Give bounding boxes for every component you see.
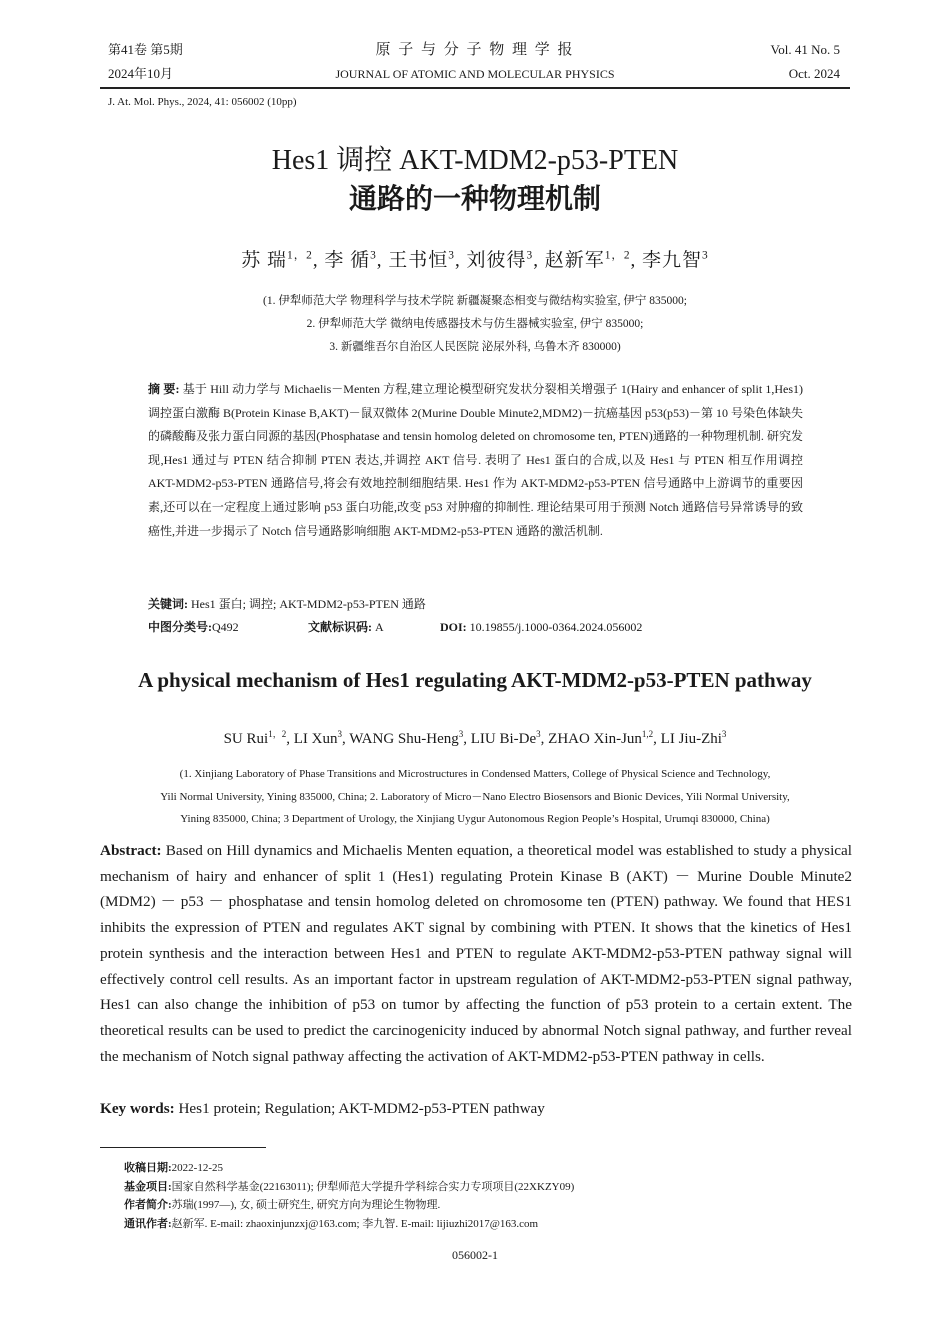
footnote-received: 收稿日期:2022-12-25 xyxy=(124,1162,223,1174)
author-en: WANG Shu-Heng$^3$ xyxy=(349,729,464,747)
affiliations-en xyxy=(100,763,850,831)
author-en: LIU Bi-De$^3$ xyxy=(470,729,541,747)
journal-title-cn: 原 子 与 分 子 物 理 学 报 xyxy=(375,42,575,58)
keywords-cn: 关键词: Hes1 蛋白; 调控; AKT-MDM2-p53-PTEN 通路 xyxy=(148,597,426,611)
date-en: Oct. 2024 xyxy=(788,66,840,81)
author-cn: 王书恒$^3$ xyxy=(388,249,455,271)
author-cn: 赵新军$^{1,2}$ xyxy=(544,249,631,271)
affiliation-cn-1: (1. 伊犁师范大学 物理科学与技术学院 新疆凝聚态相变与微结构实验室, 伊宁 835000; xyxy=(263,295,687,307)
volume-issue-en: Vol. 41 No. 5 xyxy=(770,42,840,57)
affiliation-en-2: Yili Normal University, Yining 835000, China; 2. Laboratory of Micro－Nano Electro Biosensors and Bionic Devices, Yili Normal University, xyxy=(160,790,790,803)
title-cn-line2: 通路的一种物理机制 xyxy=(348,184,601,215)
footnote-rule xyxy=(100,1147,266,1148)
author-en: LI Jiu-Zhi$^3$ xyxy=(660,729,727,747)
author-cn: 苏 瑞$^{1,2}$ xyxy=(241,249,313,271)
author-en: LI Xun$^3$ xyxy=(293,729,342,747)
footnote-funding: 基金项目:国家自然科学基金(22163011); 伊犁师范大学提升学科综合实力专项项目(22XKZY09) xyxy=(124,1180,575,1193)
authors-en: SU Rui$^{1,2}$, LI Xun$^3$, WANG Shu-Heng$^3$, LIU Bi-De$^3$, ZHAO Xin-Jun$^{1,2}$, LI Jiu-Zhi$^3$ xyxy=(223,729,727,747)
clc-number: 中图分类号:Q492 xyxy=(148,620,239,634)
footnote-author-bio: 作者简介:苏瑞(1997—), 女, 硕士研究生, 研究方向为理论生物物理. xyxy=(124,1199,441,1211)
abstract-en-label: Abstract: xyxy=(100,842,162,859)
author-en: SU Rui$^{1,2}$ xyxy=(223,729,287,747)
author-cn: 李 循$^3$ xyxy=(324,249,377,271)
title-en: A physical mechanism of Hes1 regulating AKT-MDM2-p53-PTEN pathway xyxy=(138,668,812,692)
affiliation-en-1: (1. Xinjiang Laboratory of Phase Transitions and Microstructures in Condensed Matters, College of Physical Science and Technology, xyxy=(179,768,771,780)
author-cn: 刘彼得$^3$ xyxy=(466,249,534,271)
citation: J. At. Mol. Phys., 2024, 41: 056002 (10pp) xyxy=(108,96,297,108)
header-rule xyxy=(100,87,850,89)
author-en: ZHAO Xin-Jun$^{1,2}$ xyxy=(548,729,654,747)
page-number: 056002-1 xyxy=(452,1248,498,1262)
author-cn: 李九智$^3$ xyxy=(642,249,709,271)
abstract-cn xyxy=(148,378,803,543)
abstract-cn-text: 基于 Hill 动力学与 Michaelis－Menten 方程,建立理论模型研究发状分裂相关增强子 1(Hairy and enhancer of split 1,Hes1)调控蛋白激酶 B(Protein Kinase B,AKT)－鼠双微体 2(Murine Double Minute2,MDM2)－抗癌基因 p53(p53)－第 10 号染色体缺失的磷酸酶及张力蛋白同源的基因(Phosphatase and tensin homolog deleted on chromosome ten, PTEN)通路的一种物理机制. 研究发现,Hes1 通过与 PTEN 结合抑制 PTEN 表达,并调控 AKT 信号. 表明了 Hes1 蛋白的合成,以及 Hes1 与 PTEN 相互作用调控 AKT-MDM2-p53-PTEN 通路信号,将会有效地控制细胞结果. Hes1 作为 AKT-MDM2-p53-PTEN 信号通路中上游调节的重要因素,还可以在一定程度上通过影响 p53 蛋白功能,改变 p53 对肿瘤的抑制性. 理论结果可用于预测 Notch 通路信号异常诱导的致癌性,并进一步揭示了 Notch 信号通路影响细胞 AKT-MDM2-p53-PTEN 通路的激活机制. xyxy=(148,382,804,538)
keywords-en: Key words: Hes1 protein; Regulation; AKT-MDM2-p53-PTEN pathway xyxy=(100,1100,545,1117)
affiliation-en-3: Yining 835000, China; 3 Department of Urology, the Xinjiang Uygur Autonomous Region People’s Hospital, Urumqi 830000, China) xyxy=(180,813,770,825)
title-cn-line1: Hes1 调控 AKT-MDM2-p53-PTEN xyxy=(271,145,679,176)
affiliation-cn-3: 3. 新疆维吾尔自治区人民医院 泌尿外科, 乌鲁木齐 830000) xyxy=(329,341,621,353)
authors-cn: 苏 瑞$^{1,2}$, 李 循$^3$, 王书恒$^3$, 刘彼得$^3$, 赵新军$^{1,2}$, 李九智$^3$ xyxy=(241,249,709,271)
footnotes xyxy=(124,1159,824,1233)
date-cn: 2024年10月 xyxy=(108,66,174,81)
footnote-corresponding: 通讯作者:赵新军. E-mail: zhaoxinjunzxj@163.com; 李九智. E-mail: lijiuzhi2017@163.com xyxy=(124,1217,539,1230)
document-code: 文献标识码: A xyxy=(308,620,384,634)
doi: DOI: 10.19855/j.1000-0364.2024.056002 xyxy=(440,620,643,634)
abstract-cn-label: 摘 要: xyxy=(148,382,180,396)
affiliation-cn-2: 2. 伊犁师范大学 微纳电传感器技术与仿生器械实验室, 伊宁 835000; xyxy=(306,318,644,330)
volume-issue-cn: 第41卷 第5期 xyxy=(108,42,183,57)
affiliations-cn xyxy=(0,290,950,359)
journal-title-en: JOURNAL OF ATOMIC AND MOLECULAR PHYSICS xyxy=(335,67,615,81)
abstract-en xyxy=(100,838,852,1069)
abstract-en-text: Based on Hill dynamics and Michaelis Menten equation, a theoretical model was established to study a physical mechanism of hairy and enhancer of split 1 (Hes1) regulating Protein Kinase B (AKT) － Murine Double Minute2 (MDM2) － p53 － phosphatase and tensin homolog deleted on chromosome ten (PTEN) pathway. We found that HES1 inhibits the expression of PTEN and regulates AKT signal by combining with PTEN. It shows that the kinetics of Hes1 protein synthesis and the interaction between Hes1 and PTEN to regulate AKT-MDM2-p53-PTEN pathway signal will effectively control cell results. As an important factor in upstream regulation of AKT-MDM2-p53-PTEN signal pathway, Hes1 can also change the inhibition of p53 on tumor by affecting the function of p53 protein to a certain extent. The theoretical results can be used to predict the carcinogenicity induced by abnormal Notch signal pathway, and further reveal the mechanism of Notch signal pathway affecting the activation of AKT-MDM2-p53-PTEN pathway in cells. xyxy=(100,842,852,1065)
